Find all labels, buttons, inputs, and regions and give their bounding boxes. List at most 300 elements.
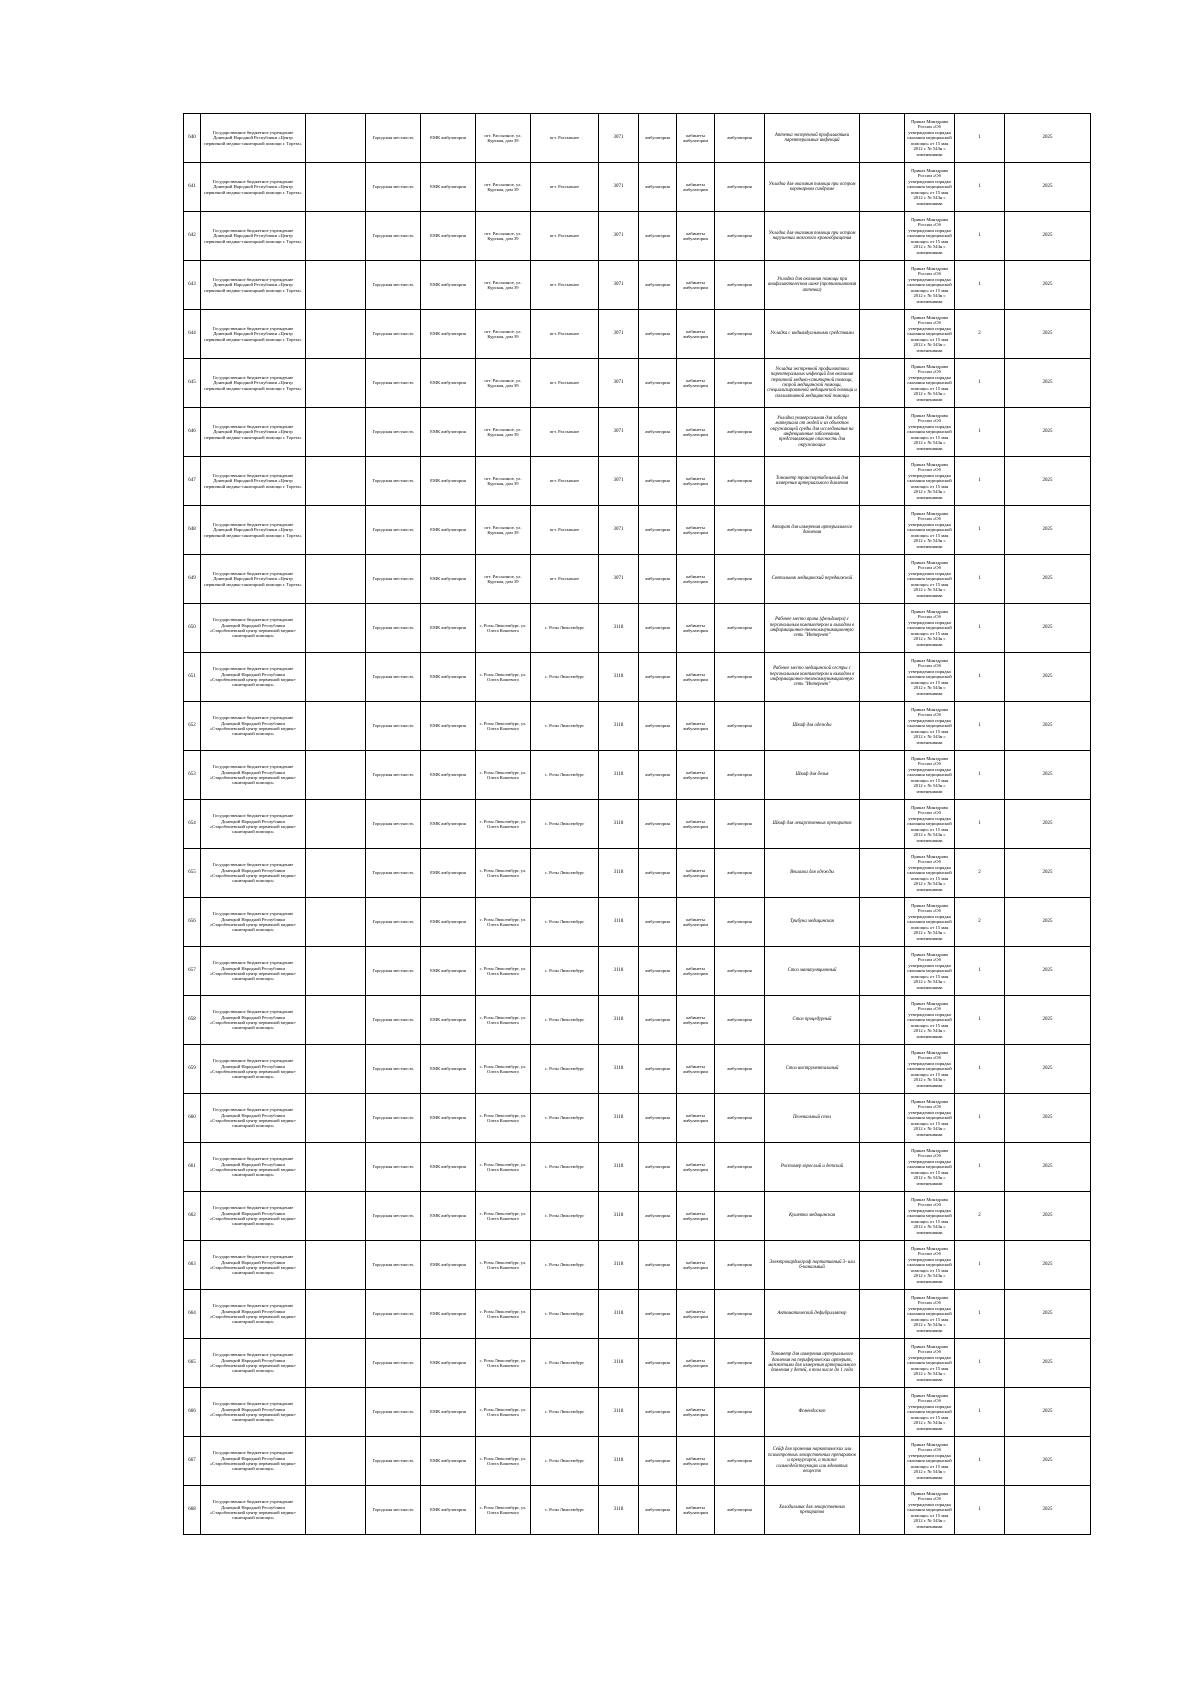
equipment-name: Шкаф для белья — [765, 751, 860, 800]
department: кабинеты амбулатории — [677, 114, 715, 163]
empty-cell — [306, 261, 366, 310]
department: кабинеты амбулатории — [677, 506, 715, 555]
facility-kind: амбулатория — [639, 1388, 677, 1437]
settlement: с. Розы Люксембург — [531, 898, 599, 947]
facility-kind: амбулатория — [639, 555, 677, 604]
equipment-name: Стол манипуляционный — [765, 947, 860, 996]
address: с. Розы Люксембург, ул. Олега Кошевого — [476, 1339, 531, 1388]
subdepartment: амбулатория — [715, 898, 765, 947]
empty-cell — [860, 1192, 905, 1241]
table-row — [184, 555, 1091, 604]
year: 2025 — [1005, 163, 1091, 212]
quantity: 1 — [955, 996, 1005, 1045]
row-number: 665 — [184, 1339, 201, 1388]
area-type: Городская местность — [366, 653, 421, 702]
area-type: Городская местность — [366, 947, 421, 996]
department: кабинеты амбулатории — [677, 555, 715, 604]
facility-type: ЕМК амбулатория — [421, 310, 476, 359]
table-row — [184, 653, 1091, 702]
department: кабинеты амбулатории — [677, 1486, 715, 1535]
table-row — [184, 408, 1091, 457]
year: 2025 — [1005, 1437, 1091, 1486]
year: 2025 — [1005, 751, 1091, 800]
institution-name: Государственное бюджетное учреждение Донецкой Народной Республики «Центр первичной медико-санитарной помощи г. Тореза» — [201, 163, 306, 212]
subdepartment: амбулатория — [715, 1045, 765, 1094]
facility-code: 3071 — [599, 408, 639, 457]
row-number: 648 — [184, 506, 201, 555]
regulation-order: Приказ Минздрава России «Об утверждении порядка оказания медицинской помощи» от 15 мая 2012 г. № 543н с изменениями — [905, 800, 955, 849]
empty-cell — [860, 1241, 905, 1290]
year: 2025 — [1005, 114, 1091, 163]
subdepartment: амбулатория — [715, 261, 765, 310]
department: кабинеты амбулатории — [677, 604, 715, 653]
facility-type: ЕМК амбулатория — [421, 1339, 476, 1388]
year: 2025 — [1005, 1094, 1091, 1143]
address: с. Розы Люксембург, ул. Олега Кошевого — [476, 1486, 531, 1535]
year: 2025 — [1005, 996, 1091, 1045]
department: кабинеты амбулатории — [677, 1094, 715, 1143]
department: кабинеты амбулатории — [677, 163, 715, 212]
department: кабинеты амбулатории — [677, 1192, 715, 1241]
facility-type: ЕМК амбулатория — [421, 408, 476, 457]
address: с. Розы Люксембург, ул. Олега Кошевого — [476, 1045, 531, 1094]
row-number: 641 — [184, 163, 201, 212]
address: с. Розы Люксембург, ул. Олега Кошевого — [476, 702, 531, 751]
address: с. Розы Люксембург, ул. Олега Кошевого — [476, 653, 531, 702]
facility-code: 3118 — [599, 1388, 639, 1437]
facility-code: 3118 — [599, 849, 639, 898]
settlement: с. Розы Люксембург — [531, 996, 599, 1045]
subdepartment: амбулатория — [715, 1143, 765, 1192]
empty-cell — [860, 604, 905, 653]
row-number: 667 — [184, 1437, 201, 1486]
quantity: 1 — [955, 359, 1005, 408]
area-type: Городская местность — [366, 751, 421, 800]
facility-type: ЕМК амбулатория — [421, 947, 476, 996]
department: кабинеты амбулатории — [677, 1388, 715, 1437]
empty-cell — [860, 261, 905, 310]
subdepartment: амбулатория — [715, 506, 765, 555]
settlement: пгт. Рассыпное — [531, 555, 599, 604]
institution-name: Государственное бюджетное учреждение Донецкой Народной Республики «Старобешевский центр первичной медико-санитарной помощи» — [201, 1290, 306, 1339]
empty-cell — [306, 1143, 366, 1192]
department: кабинеты амбулатории — [677, 1045, 715, 1094]
settlement: пгт. Рассыпное — [531, 457, 599, 506]
year: 2025 — [1005, 849, 1091, 898]
facility-kind: амбулатория — [639, 1192, 677, 1241]
empty-cell — [860, 163, 905, 212]
settlement: пгт. Рассыпное — [531, 506, 599, 555]
table-row — [184, 996, 1091, 1045]
settlement: с. Розы Люксембург — [531, 653, 599, 702]
empty-cell — [306, 849, 366, 898]
empty-cell — [860, 555, 905, 604]
area-type: Городская местность — [366, 1241, 421, 1290]
equipment-name: Фонендоскоп — [765, 1388, 860, 1437]
institution-name: Государственное бюджетное учреждение Донецкой Народной Республики «Центр первичной медико-санитарной помощи г. Тореза» — [201, 555, 306, 604]
institution-name: Государственное бюджетное учреждение Донецкой Народной Республики «Старобешевский центр первичной медико-санитарной помощи» — [201, 1437, 306, 1486]
facility-kind: амбулатория — [639, 310, 677, 359]
year: 2025 — [1005, 1388, 1091, 1437]
row-number: 647 — [184, 457, 201, 506]
table-row — [184, 604, 1091, 653]
facility-type: ЕМК амбулатория — [421, 702, 476, 751]
area-type: Городская местность — [366, 1437, 421, 1486]
facility-type: ЕМК амбулатория — [421, 359, 476, 408]
year: 2025 — [1005, 947, 1091, 996]
institution-name: Государственное бюджетное учреждение Донецкой Народной Республики «Старобешевский центр первичной медико-санитарной помощи» — [201, 1143, 306, 1192]
empty-cell — [860, 506, 905, 555]
address: пгт. Рассыпное, ул. Курская, дом 39 — [476, 310, 531, 359]
subdepartment: амбулатория — [715, 604, 765, 653]
equipment-name: Вешалка для одежды — [765, 849, 860, 898]
quantity: 1 — [955, 1045, 1005, 1094]
equipment-table — [183, 113, 1091, 1535]
address: с. Розы Люксембург, ул. Олега Кошевого — [476, 1241, 531, 1290]
row-number: 653 — [184, 751, 201, 800]
regulation-order: Приказ Минздрава России «Об утверждении порядка оказания медицинской помощи» от 15 мая 2012 г. № 543н с изменениями — [905, 408, 955, 457]
subdepartment: амбулатория — [715, 1241, 765, 1290]
address: с. Розы Люксембург, ул. Олега Кошевого — [476, 1388, 531, 1437]
regulation-order: Приказ Минздрава России «Об утверждении порядка оказания медицинской помощи» от 15 мая 2012 г. № 543н с изменениями — [905, 849, 955, 898]
row-number: 659 — [184, 1045, 201, 1094]
facility-kind: амбулатория — [639, 261, 677, 310]
settlement: с. Розы Люксембург — [531, 1143, 599, 1192]
year: 2025 — [1005, 1192, 1091, 1241]
facility-kind: амбулатория — [639, 457, 677, 506]
institution-name: Государственное бюджетное учреждение Донецкой Народной Республики «Старобешевский центр первичной медико-санитарной помощи» — [201, 1388, 306, 1437]
table-row — [184, 506, 1091, 555]
institution-name: Государственное бюджетное учреждение Донецкой Народной Республики «Центр первичной медико-санитарной помощи г. Тореза» — [201, 506, 306, 555]
facility-code: 3118 — [599, 1094, 639, 1143]
quantity: 1 — [955, 1486, 1005, 1535]
area-type: Городская местность — [366, 506, 421, 555]
address: с. Розы Люксембург, ул. Олега Кошевого — [476, 604, 531, 653]
row-number: 660 — [184, 1094, 201, 1143]
facility-type: ЕМК амбулатория — [421, 996, 476, 1045]
settlement: пгт. Рассыпное — [531, 114, 599, 163]
empty-cell — [306, 604, 366, 653]
empty-cell — [306, 702, 366, 751]
year: 2025 — [1005, 800, 1091, 849]
facility-kind: амбулатория — [639, 1094, 677, 1143]
facility-code: 3118 — [599, 1437, 639, 1486]
institution-name: Государственное бюджетное учреждение Донецкой Народной Республики «Старобешевский центр первичной медико-санитарной помощи» — [201, 1192, 306, 1241]
empty-cell — [306, 947, 366, 996]
regulation-order: Приказ Минздрава России «Об утверждении порядка оказания медицинской помощи» от 15 мая 2012 г. № 543н с изменениями — [905, 114, 955, 163]
facility-code: 3118 — [599, 898, 639, 947]
year: 2025 — [1005, 604, 1091, 653]
table-row — [184, 1241, 1091, 1290]
year: 2025 — [1005, 1339, 1091, 1388]
regulation-order: Приказ Минздрава России «Об утверждении порядка оказания медицинской помощи» от 15 мая 2012 г. № 543н с изменениями — [905, 1388, 955, 1437]
empty-cell — [306, 163, 366, 212]
area-type: Городская местность — [366, 1094, 421, 1143]
regulation-order: Приказ Минздрава России «Об утверждении порядка оказания медицинской помощи» от 15 мая 2012 г. № 543н с изменениями — [905, 1192, 955, 1241]
empty-cell — [860, 653, 905, 702]
facility-type: ЕМК амбулатория — [421, 261, 476, 310]
table-row — [184, 1290, 1091, 1339]
empty-cell — [306, 212, 366, 261]
equipment-name: Укладка для оказания помощи при анафилактическом шоке (противошоковая аптечка) — [765, 261, 860, 310]
quantity: 1 — [955, 1143, 1005, 1192]
area-type: Городская местность — [366, 555, 421, 604]
equipment-name: Кушетка медицинская — [765, 1192, 860, 1241]
facility-type: ЕМК амбулатория — [421, 898, 476, 947]
subdepartment: амбулатория — [715, 1094, 765, 1143]
year: 2025 — [1005, 408, 1091, 457]
row-number: 663 — [184, 1241, 201, 1290]
year: 2025 — [1005, 702, 1091, 751]
address: с. Розы Люксембург, ул. Олега Кошевого — [476, 1094, 531, 1143]
address: пгт. Рассыпное, ул. Курская, дом 39 — [476, 359, 531, 408]
facility-kind: амбулатория — [639, 359, 677, 408]
area-type: Городская местность — [366, 604, 421, 653]
equipment-name: Электрокардиограф портативный 3- или 6-канальный — [765, 1241, 860, 1290]
facility-code: 3071 — [599, 114, 639, 163]
facility-code: 3118 — [599, 1045, 639, 1094]
year: 2025 — [1005, 555, 1091, 604]
empty-cell — [306, 359, 366, 408]
row-number: 656 — [184, 898, 201, 947]
empty-cell — [306, 898, 366, 947]
facility-code: 3071 — [599, 555, 639, 604]
table-row — [184, 1339, 1091, 1388]
empty-cell — [860, 114, 905, 163]
facility-kind: амбулатория — [639, 1339, 677, 1388]
institution-name: Государственное бюджетное учреждение Донецкой Народной Республики «Старобешевский центр первичной медико-санитарной помощи» — [201, 800, 306, 849]
institution-name: Государственное бюджетное учреждение Донецкой Народной Республики «Старобешевский центр первичной медико-санитарной помощи» — [201, 1339, 306, 1388]
quantity: 2 — [955, 310, 1005, 359]
equipment-name: Шкаф для лекарственных препаратов — [765, 800, 860, 849]
quantity: 1 — [955, 1388, 1005, 1437]
area-type: Городская местность — [366, 163, 421, 212]
institution-name: Государственное бюджетное учреждение Донецкой Народной Республики «Старобешевский центр первичной медико-санитарной помощи» — [201, 751, 306, 800]
facility-type: ЕМК амбулатория — [421, 212, 476, 261]
address: пгт. Рассыпное, ул. Курская, дом 39 — [476, 212, 531, 261]
row-number: 662 — [184, 1192, 201, 1241]
quantity: 1 — [955, 702, 1005, 751]
settlement: с. Розы Люксембург — [531, 1192, 599, 1241]
table-row — [184, 947, 1091, 996]
empty-cell — [860, 1143, 905, 1192]
subdepartment: амбулатория — [715, 1437, 765, 1486]
institution-name: Государственное бюджетное учреждение Донецкой Народной Республики «Центр первичной медико-санитарной помощи г. Тореза» — [201, 114, 306, 163]
address: с. Розы Люксембург, ул. Олега Кошевого — [476, 1290, 531, 1339]
row-number: 668 — [184, 1486, 201, 1535]
regulation-order: Приказ Минздрава России «Об утверждении порядка оказания медицинской помощи» от 15 мая 2012 г. № 543н с изменениями — [905, 947, 955, 996]
quantity: 1 — [955, 1094, 1005, 1143]
area-type: Городская местность — [366, 800, 421, 849]
regulation-order: Приказ Минздрава России «Об утверждении порядка оказания медицинской помощи» от 15 мая 2012 г. № 543н с изменениями — [905, 359, 955, 408]
institution-name: Государственное бюджетное учреждение Донецкой Народной Республики «Центр первичной медико-санитарной помощи г. Тореза» — [201, 359, 306, 408]
department: кабинеты амбулатории — [677, 800, 715, 849]
department: кабинеты амбулатории — [677, 212, 715, 261]
settlement: пгт. Рассыпное — [531, 359, 599, 408]
facility-type: ЕМК амбулатория — [421, 1486, 476, 1535]
table-row — [184, 359, 1091, 408]
department: кабинеты амбулатории — [677, 702, 715, 751]
equipment-name: Холодильник для лекарственных препаратов — [765, 1486, 860, 1535]
address: с. Розы Люксембург, ул. Олега Кошевого — [476, 1437, 531, 1486]
row-number: 654 — [184, 800, 201, 849]
row-number: 655 — [184, 849, 201, 898]
department: кабинеты амбулатории — [677, 359, 715, 408]
settlement: с. Розы Люксембург — [531, 800, 599, 849]
facility-code: 3118 — [599, 800, 639, 849]
subdepartment: амбулатория — [715, 947, 765, 996]
quantity: 1 — [955, 604, 1005, 653]
year: 2025 — [1005, 1045, 1091, 1094]
area-type: Городская местность — [366, 114, 421, 163]
quantity: 1 — [955, 947, 1005, 996]
equipment-name: Укладка с индивидуальными средствами — [765, 310, 860, 359]
regulation-order: Приказ Минздрава России «Об утверждении порядка оказания медицинской помощи» от 15 мая 2012 г. № 543н с изменениями — [905, 212, 955, 261]
empty-cell — [860, 1045, 905, 1094]
institution-name: Государственное бюджетное учреждение Донецкой Народной Республики «Старобешевский центр первичной медико-санитарной помощи» — [201, 1486, 306, 1535]
facility-type: ЕМК амбулатория — [421, 849, 476, 898]
address: с. Розы Люксембург, ул. Олега Кошевого — [476, 849, 531, 898]
empty-cell — [860, 457, 905, 506]
quantity: 1 — [955, 1437, 1005, 1486]
area-type: Городская местность — [366, 1192, 421, 1241]
regulation-order: Приказ Минздрава России «Об утверждении порядка оказания медицинской помощи» от 15 мая 2012 г. № 543н с изменениями — [905, 1290, 955, 1339]
quantity: 1 — [955, 408, 1005, 457]
facility-code: 3118 — [599, 702, 639, 751]
area-type: Городская местность — [366, 408, 421, 457]
subdepartment: амбулатория — [715, 800, 765, 849]
institution-name: Государственное бюджетное учреждение Донецкой Народной Республики «Старобешевский центр первичной медико-санитарной помощи» — [201, 1094, 306, 1143]
empty-cell — [306, 1486, 366, 1535]
settlement: пгт. Рассыпное — [531, 163, 599, 212]
department: кабинеты амбулатории — [677, 849, 715, 898]
facility-type: ЕМК амбулатория — [421, 1290, 476, 1339]
facility-type: ЕМК амбулатория — [421, 1143, 476, 1192]
address: пгт. Рассыпное, ул. Курская, дом 39 — [476, 114, 531, 163]
regulation-order: Приказ Минздрава России «Об утверждении порядка оказания медицинской помощи» от 15 мая 2012 г. № 543н с изменениями — [905, 310, 955, 359]
facility-type: ЕМК амбулатория — [421, 555, 476, 604]
equipment-name: Сейф для хранения наркотических или психотропных лекарственных препаратов и прекурсоров, а также сильнодействующих или ядовитых веществ — [765, 1437, 860, 1486]
facility-type: ЕМК амбулатория — [421, 114, 476, 163]
year: 2025 — [1005, 1241, 1091, 1290]
table-row — [184, 212, 1091, 261]
department: кабинеты амбулатории — [677, 1437, 715, 1486]
regulation-order: Приказ Минздрава России «Об утверждении порядка оказания медицинской помощи» от 15 мая 2012 г. № 543н с изменениями — [905, 1045, 955, 1094]
area-type: Городская местность — [366, 849, 421, 898]
regulation-order: Приказ Минздрава России «Об утверждении порядка оказания медицинской помощи» от 15 мая 2012 г. № 543н с изменениями — [905, 261, 955, 310]
row-number: 658 — [184, 996, 201, 1045]
area-type: Городская местность — [366, 996, 421, 1045]
facility-type: ЕМК амбулатория — [421, 653, 476, 702]
equipment-name: Рабочее место врача (фельдшера) с персональным компьютером и выходом в информационно-телекоммуникационную сеть "Интернет" — [765, 604, 860, 653]
quantity: 2 — [955, 898, 1005, 947]
settlement: с. Розы Люксембург — [531, 1094, 599, 1143]
facility-code: 3071 — [599, 212, 639, 261]
regulation-order: Приказ Минздрава России «Об утверждении порядка оказания медицинской помощи» от 15 мая 2012 г. № 543н с изменениями — [905, 555, 955, 604]
address: пгт. Рассыпное, ул. Курская, дом 39 — [476, 506, 531, 555]
area-type: Городская местность — [366, 457, 421, 506]
empty-cell — [860, 751, 905, 800]
subdepartment: амбулатория — [715, 163, 765, 212]
empty-cell — [860, 1339, 905, 1388]
quantity: 2 — [955, 849, 1005, 898]
department: кабинеты амбулатории — [677, 947, 715, 996]
address: с. Розы Люксембург, ул. Олега Кошевого — [476, 1192, 531, 1241]
regulation-order: Приказ Минздрава России «Об утверждении порядка оказания медицинской помощи» от 15 мая 2012 г. № 543н с изменениями — [905, 1241, 955, 1290]
year: 2025 — [1005, 261, 1091, 310]
equipment-name: Рабочее место медицинской сестры с персональным компьютером и выходом в информационно-телекоммуникационную сеть "Интернет" — [765, 653, 860, 702]
department: кабинеты амбулатории — [677, 996, 715, 1045]
table-row — [184, 849, 1091, 898]
table-row — [184, 898, 1091, 947]
empty-cell — [306, 1192, 366, 1241]
regulation-order: Приказ Минздрава России «Об утверждении порядка оказания медицинской помощи» от 15 мая 2012 г. № 543н с изменениями — [905, 751, 955, 800]
table-row — [184, 1143, 1091, 1192]
quantity: 1 — [955, 261, 1005, 310]
subdepartment: амбулатория — [715, 1290, 765, 1339]
equipment-name: Автоматический дефибриллятор — [765, 1290, 860, 1339]
empty-cell — [306, 1339, 366, 1388]
empty-cell — [306, 1094, 366, 1143]
facility-code: 3071 — [599, 163, 639, 212]
table-row — [184, 163, 1091, 212]
area-type: Городская местность — [366, 310, 421, 359]
facility-type: ЕМК амбулатория — [421, 457, 476, 506]
facility-kind: амбулатория — [639, 702, 677, 751]
department: кабинеты амбулатории — [677, 261, 715, 310]
equipment-name: Пеленальный стол — [765, 1094, 860, 1143]
subdepartment: амбулатория — [715, 849, 765, 898]
address: с. Розы Люксембург, ул. Олега Кошевого — [476, 1143, 531, 1192]
empty-cell — [860, 800, 905, 849]
facility-type: ЕМК амбулатория — [421, 1192, 476, 1241]
empty-cell — [306, 114, 366, 163]
facility-code: 3071 — [599, 310, 639, 359]
settlement: с. Розы Люксембург — [531, 1241, 599, 1290]
regulation-order: Приказ Минздрава России «Об утверждении порядка оказания медицинской помощи» от 15 мая 2012 г. № 543н с изменениями — [905, 898, 955, 947]
facility-kind: амбулатория — [639, 898, 677, 947]
facility-kind: амбулатория — [639, 114, 677, 163]
address: с. Розы Люксембург, ул. Олега Кошевого — [476, 947, 531, 996]
regulation-order: Приказ Минздрава России «Об утверждении порядка оказания медицинской помощи» от 15 мая 2012 г. № 543н с изменениями — [905, 653, 955, 702]
quantity: 1 — [955, 163, 1005, 212]
year: 2025 — [1005, 359, 1091, 408]
empty-cell — [860, 849, 905, 898]
facility-kind: амбулатория — [639, 506, 677, 555]
regulation-order: Приказ Минздрава России «Об утверждении порядка оказания медицинской помощи» от 15 мая 2012 г. № 543н с изменениями — [905, 702, 955, 751]
settlement: с. Розы Люксембург — [531, 1290, 599, 1339]
facility-kind: амбулатория — [639, 1241, 677, 1290]
row-number: 650 — [184, 604, 201, 653]
department: кабинеты амбулатории — [677, 457, 715, 506]
row-number: 645 — [184, 359, 201, 408]
settlement: с. Розы Люксембург — [531, 751, 599, 800]
institution-name: Государственное бюджетное учреждение Донецкой Народной Республики «Старобешевский центр первичной медико-санитарной помощи» — [201, 849, 306, 898]
equipment-name: Укладка для оказания помощи при остром коронарном синдроме — [765, 163, 860, 212]
institution-name: Государственное бюджетное учреждение Донецкой Народной Республики «Центр первичной медико-санитарной помощи г. Тореза» — [201, 310, 306, 359]
facility-type: ЕМК амбулатория — [421, 604, 476, 653]
facility-type: ЕМК амбулатория — [421, 1045, 476, 1094]
address: с. Розы Люксембург, ул. Олега Кошевого — [476, 996, 531, 1045]
row-number: 651 — [184, 653, 201, 702]
row-number: 649 — [184, 555, 201, 604]
subdepartment: амбулатория — [715, 1388, 765, 1437]
row-number: 644 — [184, 310, 201, 359]
institution-name: Государственное бюджетное учреждение Донецкой Народной Республики «Старобешевский центр первичной медико-санитарной помощи» — [201, 1241, 306, 1290]
quantity: 1 — [955, 653, 1005, 702]
equipment-name: Тонометр для измерения артериального давления на периферических артериях, манжетами для измерения артериального давления у детей, в том числе до 1 года — [765, 1339, 860, 1388]
quantity: 1 — [955, 1290, 1005, 1339]
